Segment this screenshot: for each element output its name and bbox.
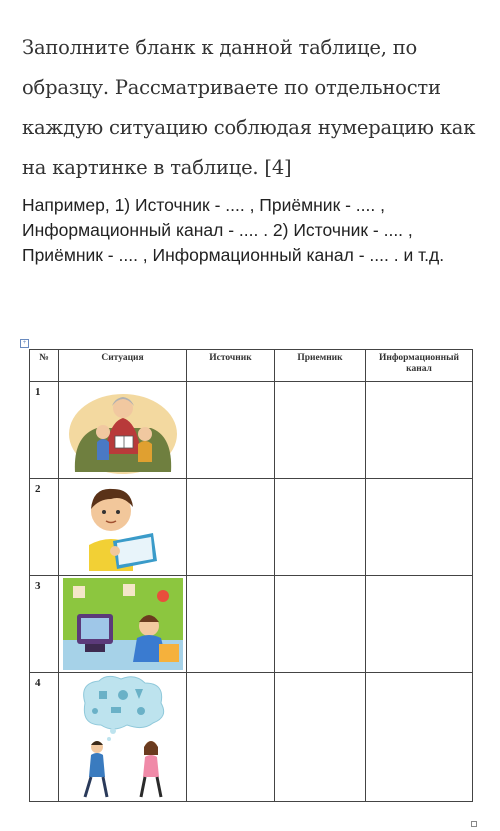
row-number: 3 [30,576,59,673]
situation-cell [59,576,187,673]
receiver-cell[interactable] [275,382,366,479]
table-row [30,479,473,576]
example-text: Например, 1) Источник - .... , Приёмник - .... , Информационный канал - .... . 2) Источник - .... , Приёмник - .... , Информационный канал - .... . и т.д. [22,195,445,265]
header-situation: Ситуация [59,350,187,382]
channel-cell[interactable] [366,576,473,673]
row-number: 2 [30,479,59,576]
row-number: 4 [30,673,59,802]
header-num: № [30,350,59,382]
receiver-cell[interactable] [275,576,366,673]
receiver-cell[interactable] [275,479,366,576]
situation-cell [59,479,187,576]
child-watching-tv-illustration [63,578,183,670]
table-header-row [30,350,473,382]
table-row [30,673,473,802]
channel-cell[interactable] [366,382,473,479]
situation-cell [59,382,187,479]
grandmother-reading-illustration [65,384,181,476]
source-cell[interactable] [187,673,275,802]
row-number: 1 [30,382,59,479]
corner-resize-handle [471,821,477,827]
table-anchor-icon: + [20,339,29,348]
two-people-talking-illustration [73,673,173,801]
source-cell[interactable] [187,576,275,673]
channel-cell[interactable] [366,673,473,802]
table-row [30,382,473,479]
header-receiver: Приемник [275,350,366,382]
header-channel: Информационный канал [366,350,473,382]
task-text: Заполните бланк к данной таблице, по образцу. Рассматриваете по отдельности каждую ситуацию соблюдая нумерацию как на картинке в таблице. [4] [22,36,476,179]
channel-cell[interactable] [366,479,473,576]
situation-cell [59,673,187,802]
table-row [30,576,473,673]
source-cell[interactable] [187,382,275,479]
header-source: Источник [187,350,275,382]
receiver-cell[interactable] [275,673,366,802]
source-cell[interactable] [187,479,275,576]
answer-table [29,349,473,802]
boy-reading-illustration [83,481,163,573]
